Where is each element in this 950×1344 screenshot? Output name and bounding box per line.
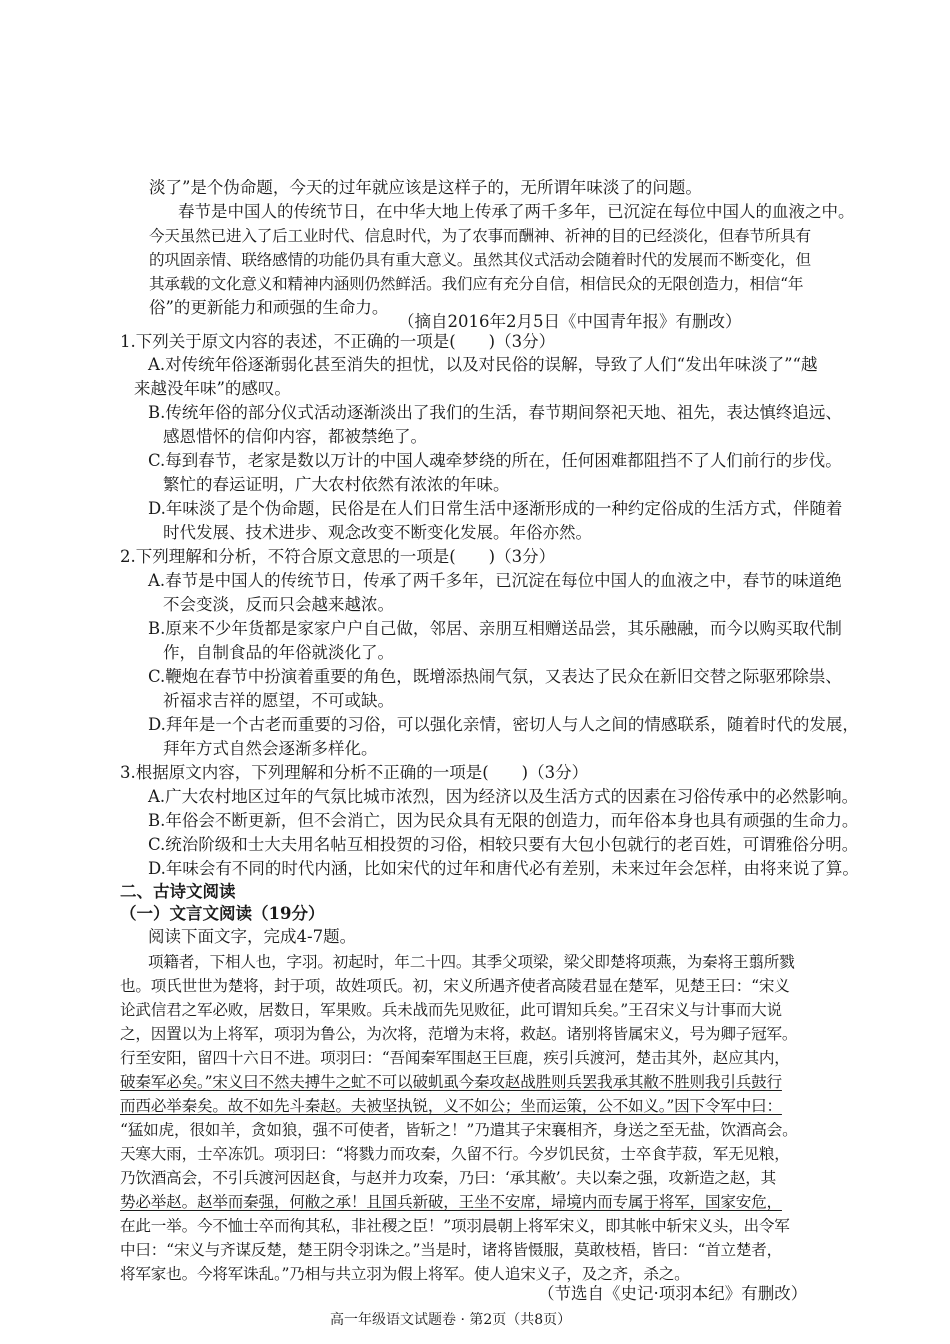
passage-line: 淡了”是个伪命题，今天的过年就应该是这样子的，无所谓年味淡了的问题。 <box>149 178 702 197</box>
question-1-option-b: B.传统年俗的部分仪式活动逐渐淡出了我们的生活，春节期间祭祀天地、祖先，表达慎终追远、 <box>148 403 842 422</box>
question-2-option-d: D.拜年是一个古老而重要的习俗，可以强化亲情，密切人与人之间的情感联系，随着时代的发展， <box>148 715 859 734</box>
question-2-option-c-cont: 祈福求吉祥的愿望，不可或缺。 <box>163 691 394 710</box>
section-subtitle: （一）文言文阅读（19分） <box>120 904 325 923</box>
classical-line: 将军家也。今将军诛乱。”乃相与共立羽为假上将军。使人追宋义子，及之齐，杀之。 <box>120 1265 690 1283</box>
question-1-option-b-cont: 感恩惜怀的信仰内容，都被禁绝了。 <box>163 427 427 446</box>
question-3-stem: 3.根据原文内容，下列理解和分析不正确的一项是( )（3分） <box>120 763 589 782</box>
classical-line: 项籍者，下相人也，字羽。初起时，年二十四。其季父项梁，梁父即楚将项燕，为秦将王翦所戮 <box>148 953 795 971</box>
classical-line-underlined: 势必举赵。赵举而秦强，何敝之承！且国兵新破，王坐不安席，埽境内而专属于将军，国家安危， <box>120 1193 782 1211</box>
classical-line: 论武信君之军必败，居数日，军果败。兵未战而先见败征，此可谓知兵矣。”王召宋义与计事而大说 <box>120 1001 782 1019</box>
question-2-stem: 2.下列理解和分析，不符合原文意思的一项是( )（3分） <box>120 547 556 566</box>
classical-line: 中曰：“宋义与齐谋反楚，楚王阴令羽诛之。”当是时，诸将皆慑服，莫敢枝梧，皆曰：“首立楚者， <box>120 1241 783 1259</box>
classical-line: 乃饮酒高会，不引兵渡河因赵食，与赵并力攻秦，乃曰：‘承其敝’。夫以秦之强，攻新造之赵，其 <box>120 1169 777 1187</box>
question-1-option-d-cont: 时代发展、技术进步、观念改变不断变化发展。年俗亦然。 <box>163 523 592 542</box>
classical-line: 行至安阳，留四十六日不进。项羽曰：“吾闻秦军围赵王巨鹿，疾引兵渡河，楚击其外，赵应其内， <box>120 1049 790 1067</box>
question-3-option-c: C.统治阶级和士大夫用名帖互相投贺的习俗，相较只要有大包小包就行的老百姓，可谓雅俗分明。 <box>148 835 859 854</box>
classical-line: “猛如虎，很如羊，贪如狼，强不可使者，皆斩之！”乃遣其子宋襄相齐，身送之至无盐，饮酒高会。 <box>120 1121 798 1139</box>
classical-line: 之，因置以为上将军，项羽为鲁公，为次将，范增为末将，救赵。诸别将皆属宋义，号为卿子冠军。 <box>120 1025 798 1043</box>
source-note: （摘自2016年2月5日《中国青年报》有删改） <box>398 312 742 331</box>
passage-line: 的巩固亲情、联络感情的功能仍具有重大意义。虽然其仪式活动会随着时代的发展而不断变化，但 <box>149 251 811 269</box>
question-3-option-b: B.年俗会不断更新，但不会消亡，因为民众具有无限的创造力，而年俗本身也具有顽强的生命力。 <box>148 811 859 830</box>
question-1-option-a-cont: 来越没年味”的感叹。 <box>134 379 291 398</box>
question-1-option-d: D.年味淡了是个伪命题，民俗是在人们日常生活中逐渐形成的一种约定俗成的生活方式，伴随着 <box>148 499 843 518</box>
section-title: 二、古诗文阅读 <box>120 882 236 901</box>
question-2-option-a-cont: 不会变淡，反而只会越来越浓。 <box>163 595 394 614</box>
page-footer: 高一年级语文试题卷 · 第2页（共8页） <box>330 1312 572 1328</box>
classical-line: 也。项氏世世为楚将，封于项，故姓项氏。初，宋义所遇齐使者高陵君显在楚军，见楚王曰：“宋义 <box>120 977 790 995</box>
question-1-option-c: C.每到春节，老家是数以万计的中国人魂牵梦绕的所在，任何困难都阻挡不了人们前行的步伐。 <box>148 451 842 470</box>
question-2-option-a: A.春节是中国人的传统节日，传承了两千多年，已沉淀在每位中国人的血液之中，春节的味道绝 <box>148 571 842 590</box>
classical-line-underlined: 破秦军必矣。”宋义曰不然夫搏牛之虻不可以破虮虱今秦攻赵战胜则兵罢我承其敝不胜则我引兵鼓行 <box>120 1073 782 1091</box>
question-1-stem: 1.下列关于原文内容的表述，不正确的一项是( )（3分） <box>120 332 556 351</box>
question-2-option-c: C.鞭炮在春节中扮演着重要的角色，既增添热闹气氛，又表达了民众在新旧交替之际驱邪除祟、 <box>148 667 842 686</box>
classical-source: （节选自《史记·项羽本纪》有删改） <box>538 1284 808 1303</box>
classical-line: 在此一举。今不恤士卒而徇其私，非社稷之臣！”项羽晨朝上将军宋义，即其帐中斩宋义头，出令军 <box>120 1217 790 1235</box>
question-3-option-a: A.广大农村地区过年的气氛比城市浓烈，因为经济以及生活方式的因素在习俗传承中的必然影响。 <box>148 787 859 806</box>
question-3-option-d: D.年味会有不同的时代内涵，比如宋代的过年和唐代必有差别，未来过年会怎样，由将来说了算。 <box>148 859 859 878</box>
question-2-option-b: B.原来不少年货都是家家户户自己做，邻居、亲朋互相赠送品尝，其乐融融，而今以购买取代制 <box>148 619 842 638</box>
classical-line-underlined: 而西必举秦矣。故不如先斗秦赵。夫被坚执锐，义不如公；坐而运策，公不如义。”因下令军中曰： <box>120 1097 782 1115</box>
classical-line: 天寒大雨，士卒冻饥。项羽曰：“将戮力而攻秦，久留不行。今岁饥民贫，士卒食芋菽，军无见粮， <box>120 1145 790 1163</box>
question-1-option-a: A.对传统年俗逐渐弱化甚至消失的担忧，以及对民俗的误解，导致了人们“发出年味淡了”“越 <box>148 355 818 374</box>
question-2-option-d-cont: 拜年方式自然会逐渐多样化。 <box>163 739 378 758</box>
passage-line: 俗”的更新能力和顽强的生命力。 <box>149 298 389 317</box>
passage-line: 其承载的文化意义和精神内涵则仍然鲜活。我们应有充分自信，相信民众的无限创造力，相信“年 <box>149 275 804 293</box>
passage-line: 今天虽然已进入了后工业时代、信息时代，为了农事而酬神、祈神的目的已经淡化，但春节所具有 <box>149 227 811 245</box>
reading-instruction: 阅读下面文字，完成4-7题。 <box>148 927 357 946</box>
passage-line: 春节是中国人的传统节日，在中华大地上传承了两千多年，已沉淀在每位中国人的血液之中。 <box>178 202 855 221</box>
question-2-option-b-cont: 作，自制食品的年俗就淡化了。 <box>163 643 394 662</box>
question-1-option-c-cont: 繁忙的春运证明，广大农村依然有浓浓的年味。 <box>163 475 510 494</box>
